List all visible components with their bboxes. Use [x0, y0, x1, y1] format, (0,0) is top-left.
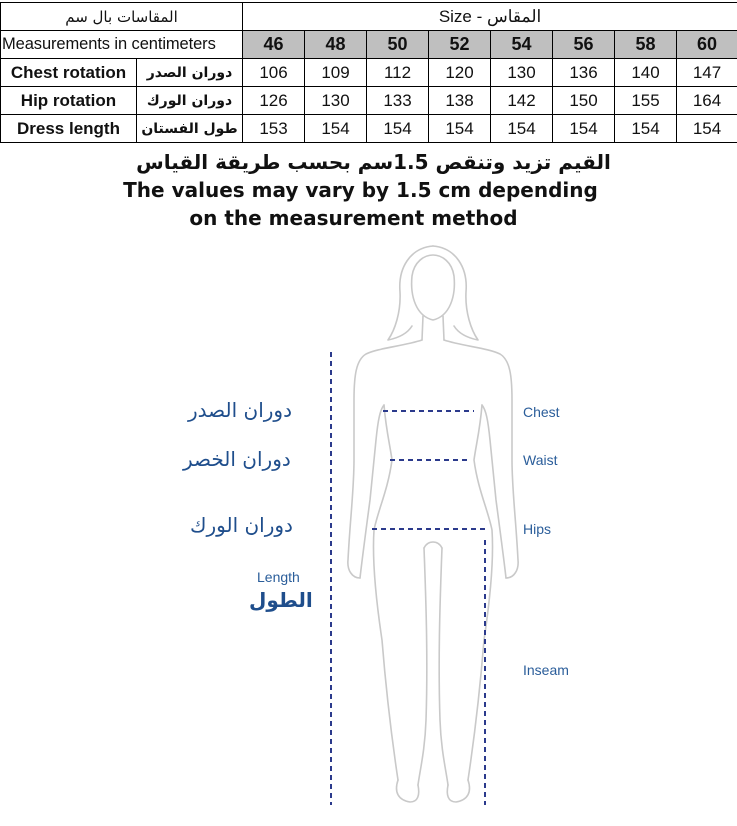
- tolerance-note-english-line1: The values may vary by 1.5 cm depending: [123, 178, 598, 202]
- tolerance-note-english-line2: on the measurement method: [189, 206, 518, 230]
- tolerance-note-arabic: القيم تزيد وتنقص 1.5سم بحسب طريقة القياس: [136, 150, 611, 174]
- size-header: Size - المقاس: [243, 3, 737, 31]
- waist-label-english: Waist: [523, 452, 558, 468]
- table-cell: 130: [491, 59, 553, 87]
- row-label-arabic: طول الفستان: [137, 115, 243, 143]
- table-cell: 136: [553, 59, 615, 87]
- table-cell: 133: [367, 87, 429, 115]
- table-cell: 154: [367, 115, 429, 143]
- row-label-arabic: دوران الورك: [137, 87, 243, 115]
- table-cell: 154: [553, 115, 615, 143]
- table-cell: 153: [243, 115, 305, 143]
- table-cell: 154: [615, 115, 677, 143]
- table-cell: 109: [305, 59, 367, 87]
- size-46: 46: [243, 31, 305, 59]
- hips-label-english: Hips: [523, 521, 552, 537]
- table-cell: 138: [429, 87, 491, 115]
- chest-label-arabic: دوران الصدر: [188, 398, 292, 422]
- table-cell: 106: [243, 59, 305, 87]
- units-label: Measurements in centimeters: [1, 31, 243, 59]
- waist-label-arabic: دوران الخصر: [183, 447, 291, 471]
- row-label-english: Hip rotation: [1, 87, 137, 115]
- table-cell: 120: [429, 59, 491, 87]
- hip-label-arabic: دوران الورك: [190, 513, 293, 537]
- table-cell: 154: [491, 115, 553, 143]
- table-title-arabic: المقاسات بال سم: [1, 3, 243, 31]
- size-60: 60: [677, 31, 737, 59]
- table-cell: 154: [677, 115, 737, 143]
- inseam-label-english: Inseam: [523, 662, 569, 678]
- table-cell: 130: [305, 87, 367, 115]
- table-cell: 155: [615, 87, 677, 115]
- row-label-english: Dress length: [1, 115, 137, 143]
- length-label-arabic: الطول: [249, 588, 313, 612]
- size-58: 58: [615, 31, 677, 59]
- table-cell: 147: [677, 59, 737, 87]
- table-cell: 154: [429, 115, 491, 143]
- table-cell: 150: [553, 87, 615, 115]
- table-cell: 142: [491, 87, 553, 115]
- table-cell: 126: [243, 87, 305, 115]
- size-54: 54: [491, 31, 553, 59]
- size-48: 48: [305, 31, 367, 59]
- size-52: 52: [429, 31, 491, 59]
- table-cell: 112: [367, 59, 429, 87]
- size-56: 56: [553, 31, 615, 59]
- row-label-arabic: دوران الصدر: [137, 59, 243, 87]
- chest-label-english: Chest: [523, 404, 560, 420]
- table-cell: 164: [677, 87, 737, 115]
- size-50: 50: [367, 31, 429, 59]
- row-label-english: Chest rotation: [1, 59, 137, 87]
- table-cell: 140: [615, 59, 677, 87]
- length-label-english: Length: [257, 569, 300, 585]
- table-cell: 154: [305, 115, 367, 143]
- body-outline: [348, 246, 518, 802]
